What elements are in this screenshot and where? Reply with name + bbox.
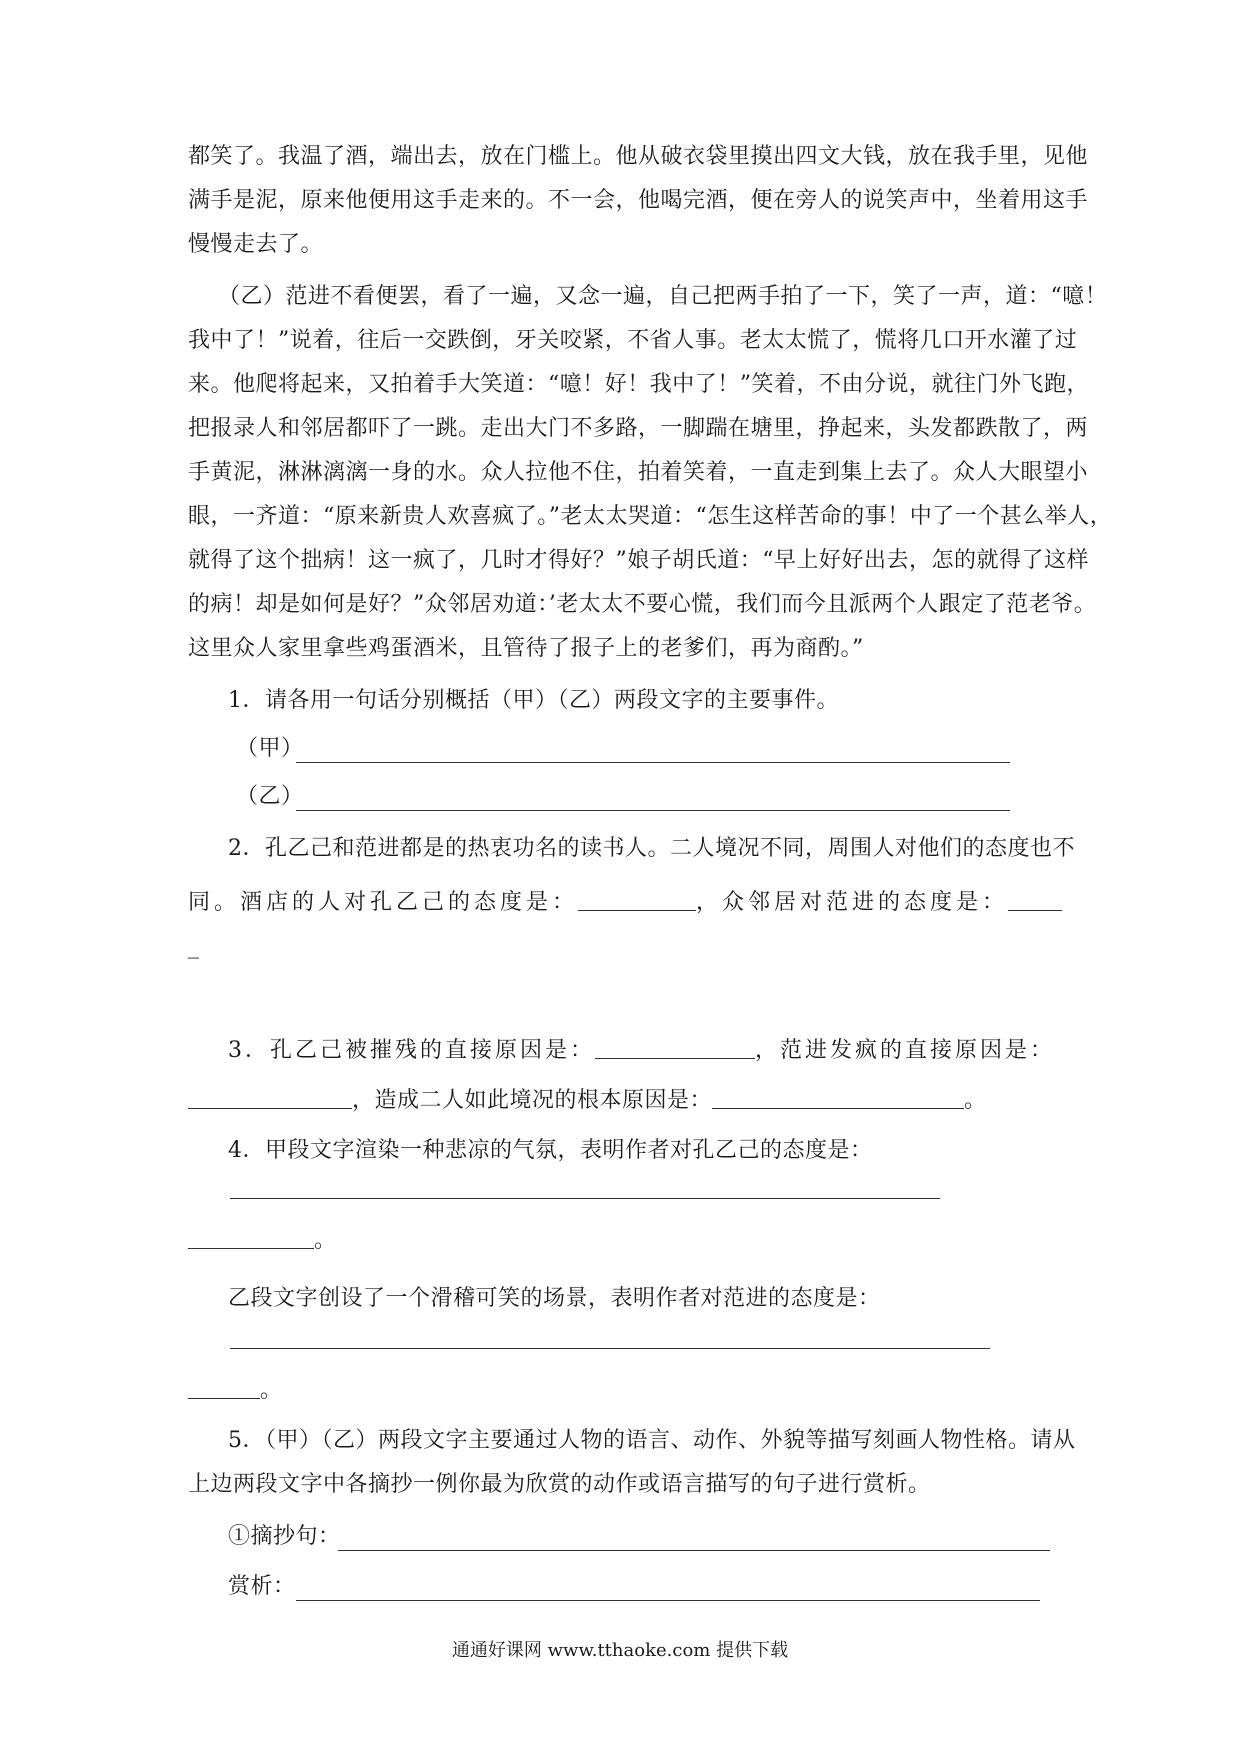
q4-yi-answer-line-1[interactable] — [230, 1348, 990, 1349]
question-2-line-1: 2．孔乙己和范进都是的热衷功名的读书人。二人境况不同，周围人对他们的态度也不 — [228, 836, 1075, 861]
q1-yi-answer-line[interactable] — [296, 810, 1010, 811]
question-5-line-2: 上边两段文字中各摘抄一例你最为欣赏的动作或语言描写的句子进行赏析。 — [188, 1472, 931, 1497]
question-4-line-1: 4．甲段文字渲染一种悲凉的气氛，表明作者对孔乙己的态度是： — [228, 1138, 873, 1163]
passage-jia-line-3: 慢慢走去了。 — [188, 232, 324, 257]
q4-jia-answer-line-2 — [188, 1226, 1058, 1256]
q5-copy-answer-line[interactable] — [338, 1550, 1050, 1551]
passage-yi-line-4: 把报录人和邻居都吓了一跳。走出大门不多路，一脚踹在塘里，挣起来，头发都跌散了，两 — [188, 416, 1089, 441]
q2-text-a: 同。酒店的人对孔乙己的态度是： — [188, 890, 579, 915]
q2-blank-1[interactable] — [578, 888, 696, 911]
passage-yi-line-3: 来。他爬将起来，又拍着手大笑道：“噫！好！我中了！”笑着，不由分说，就往门外飞跑， — [188, 372, 1089, 397]
q3-text-c: ，造成二人如此境况的根本原因是： — [352, 1088, 713, 1113]
q5-analysis-answer-line[interactable] — [296, 1600, 1040, 1601]
q4-jia-blank[interactable] — [188, 1226, 314, 1249]
q4-yi-end: 。 — [260, 1378, 283, 1403]
passage-yi-line-6: 眼，一齐道：“原来新贵人欢喜疯了。”老太太哭道：“怎生这样苦命的事！中了一个甚么举人， — [188, 504, 1113, 529]
question-2-line-2 — [188, 888, 1058, 918]
passage-yi-line-2: 我中了！”说着，往后一交跌倒，牙关咬紧，不省人事。老太太慌了，慌将几口开水灌了过 — [188, 328, 1078, 353]
page-footer: 通通好课网 www.tthaoke.com 提供下载 — [451, 1640, 789, 1661]
question-3-line-1 — [228, 1036, 1098, 1066]
q4-yi-answer-line-2 — [188, 1376, 1058, 1406]
question-3-line-2 — [188, 1086, 1058, 1116]
q4-yi-blank[interactable] — [188, 1376, 260, 1399]
q3-blank-2[interactable] — [188, 1086, 352, 1109]
q3-text-a: 3．孔乙己被摧残的直接原因是： — [228, 1038, 595, 1063]
q1-jia-answer-line[interactable] — [296, 762, 1010, 763]
q5-analysis-label: 赏析： — [228, 1574, 296, 1599]
q1-jia-label: （甲） — [236, 736, 304, 761]
passage-yi-line-7: 就得了这个拙病！这一疯了，几时才得好？”娘子胡氏道：“早上好好出去，怎的就得了这样 — [188, 548, 1089, 573]
q4-jia-end: 。 — [314, 1228, 337, 1253]
q3-blank-1[interactable] — [595, 1036, 755, 1059]
q3-text-b: ，范进发疯的直接原因是： — [755, 1038, 1056, 1063]
question-1: 1．请各用一句话分别概括（甲）（乙）两段文字的主要事件。 — [228, 688, 839, 713]
passage-yi-line-8: 的病！却是如何是好？”众邻居劝道：’老太太不要心慌，我们而今且派两个人跟定了范老爷。 — [188, 592, 1097, 617]
q4-jia-answer-line-1[interactable] — [230, 1198, 940, 1199]
passage-yi-line-9: 这里众人家里拿些鸡蛋酒米，且管待了报子上的老爹们，再为商酌。” — [188, 636, 864, 661]
passage-jia-line-1: 都笑了。我温了酒，端出去，放在门槛上。他从破衣袋里摸出四文大钱，放在我手里，见他 — [188, 144, 1089, 169]
q2-text-b: ，众邻居对范进的态度是： — [696, 890, 1009, 915]
question-4-yi: 乙段文字创设了一个滑稽可笑的场景，表明作者对范进的态度是： — [228, 1286, 881, 1311]
q5-copy-label: ①摘抄句： — [228, 1524, 341, 1549]
q1-yi-label: （乙） — [236, 784, 304, 809]
passage-yi-line-5: 手黄泥，淋淋漓漓一身的水。众人拉他不住，拍着笑着，一直走到集上去了。众人大眼望小 — [188, 460, 1089, 485]
question-5-line-1: 5．（甲）（乙）两段文字主要通过人物的语言、动作、外貌等描写刻画人物性格。请从 — [228, 1428, 1076, 1453]
passage-jia-line-2: 满手是泥，原来他便用这手走来的。不一会，他喝完酒，便在旁人的说笑声中，坐着用这手 — [188, 188, 1089, 213]
question-2-line-3: _ — [188, 934, 200, 959]
q3-text-d: 。 — [964, 1088, 987, 1113]
q3-blank-3[interactable] — [712, 1086, 964, 1109]
q2-blank-2[interactable] — [1008, 888, 1062, 911]
passage-yi-line-1: （乙）范进不看便罢，看了一遍，又念一遍，自己把两手拍了一下，笑了一声，道：“噫！ — [218, 284, 1108, 309]
